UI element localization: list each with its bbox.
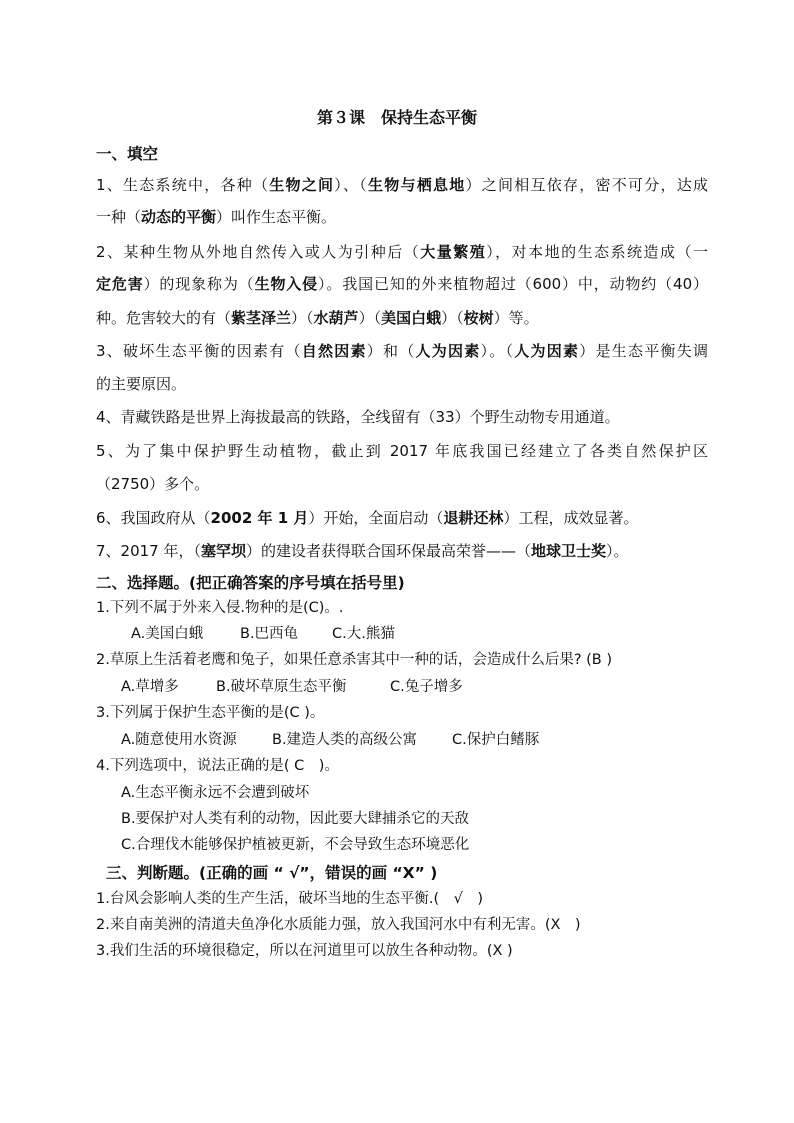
choice-question-1: 1.下列不属于外来入侵.物种的是(C)。. [96,600,344,616]
choice-question-2: 2.草原上生活着老鹰和兔子，如果任意杀害其中一种的话，会造成什么后果? (B ) [96,652,613,668]
choice-option: A.美国白蛾 [131,626,204,642]
answer: 紫茎泽兰 [231,309,292,327]
choice-option: B.要保护对人类有利的动物，因此要大肆捕杀它的天敌 [121,811,470,827]
fill-line-10: （2750）多个。 [96,475,210,493]
answer: 人为因素 [514,342,580,360]
fill-line-11: 6、我国政府从（2002 年 1 月）开始，全面启动（退耕还林）工程，成效显著。 [96,509,639,527]
judge-item-1: 1.台风会影响人类的生产生活，破坏当地的生态平衡.( √ ) [96,891,483,907]
answer: 塞罕坝 [201,542,247,560]
fill-line-8: 4、青藏铁路是世界上海拔最高的铁路，全线留有（33）个野生动物专用通道。 [96,408,620,426]
answer: 2002 年 1 月 [210,509,309,527]
answer: 动态的平衡 [141,208,217,226]
answer: 地球卫士奖 [531,542,607,560]
choice-option: C.保护白鳍豚 [452,732,540,748]
answer: 人为因素 [415,342,481,360]
choice-option: A.生态平衡永远不会遭到破坏 [121,785,310,801]
choice-question-4: 4.下列选项中，说法正确的是( C )。 [96,758,339,774]
fill-line-9: 5、为了集中保护野生动植物，截止到 2017 年底我国已经建立了各类自然保护区 [96,442,708,460]
choice-option: C.兔子增多 [390,679,463,695]
answer: 生物之间 [269,176,335,194]
answer: 美国白蛾 [381,309,442,327]
choice-option: A.草增多 [121,679,179,695]
answer: 自然因素 [301,342,367,360]
judge-item-2: 2.来自南美洲的清道夫鱼净化水质能力强，放入我国河水中有利无害。(X ) [96,917,581,933]
fill-line-3: 2、某种生物从外地自然传入或人为引种后（大量繁殖），对本地的生态系统造成（一 [96,243,708,261]
answer: 水葫芦 [313,309,359,327]
choice-option: C.合理伐木能够保护植被更新，不会导致生态环境恶化 [121,837,470,853]
choice-option: B.建造人类的高级公寓 [272,732,418,748]
choice-option: C.大.熊猫 [332,626,395,642]
fill-line-6: 3、破坏生态平衡的因素有（自然因素）和（人为因素）。（人为因素）是生态平衡失调 [96,342,708,360]
section-judge-heading: 三、判断题。(正确的画 “ √”，错误的画 “X” ) [106,864,438,882]
fill-line-1: 1、生态系统中，各种（生物之间）、（生物与栖息地）之间相互依存，密不可分，达成 [96,176,708,194]
answer: 大量繁殖 [420,243,487,261]
answer: 生物与栖息地 [368,176,466,194]
answer: 生物入侵 [254,275,319,293]
choice-option: B.巴西龟 [240,626,299,642]
fill-line-4: 定危害）的现象称为（生物入侵）。我国已知的外来植物超过（600）中，动物约（40） [96,275,708,293]
judge-item-3: 3.我们生活的环境很稳定，所以在河道里可以放生各种动物。(X ) [96,943,513,959]
answer: 桉树 [463,309,494,327]
fill-line-5: 种。危害较大的有（紫茎泽兰）（水葫芦）（美国白蛾）（桉树）等。 [96,309,539,327]
fill-line-12: 7、2017 年，（塞罕坝）的建设者获得联合国环保最高荣誉——（地球卫士奖）。 [96,542,629,560]
fill-line-2: 一种（动态的平衡）叫作生态平衡。 [96,208,337,226]
choice-question-3: 3.下列属于保护生态平衡的是(C )。 [96,705,325,721]
fill-line-7: 的主要原因。 [96,375,187,393]
section-choice-heading: 二、选择题。(把正确答案的序号填在括号里) [96,574,405,592]
page-title: 第３课 保持生态平衡 [316,108,477,127]
section-fill-blank-heading: 一、填空 [96,145,159,163]
choice-option: B.破坏草原生态平衡 [216,679,347,695]
choice-option: A.随意使用水资源 [121,732,237,748]
answer: 退耕还林 [443,509,504,527]
answer: 定危害 [96,275,144,293]
